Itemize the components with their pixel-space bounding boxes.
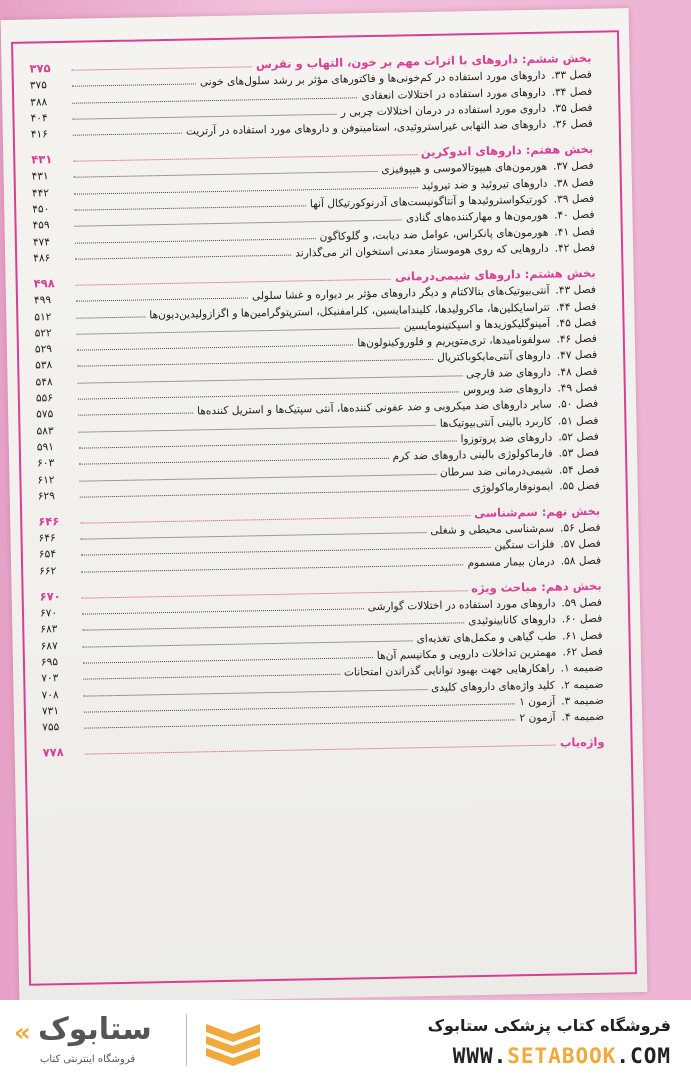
entry-page: ۶۱۲: [37, 473, 55, 487]
section-page: ۶۴۶: [38, 513, 60, 529]
entry-page: ۶۴۶: [38, 532, 56, 545]
toc-section: [29, 47, 592, 141]
entry-number: فصل ۴۱.: [554, 225, 595, 239]
entry-page: ۵۷۵: [36, 408, 54, 421]
entry-number: فصل ۵۶.: [559, 521, 601, 535]
entry-page: ۴۳۱: [31, 170, 49, 184]
entry-page: ۶۲۹: [37, 489, 55, 503]
entry-number: فصل ۵۸.: [560, 554, 602, 568]
entry-number: ضمیمه ۴.: [561, 710, 605, 724]
entry-page: ۳۷۵: [29, 79, 48, 92]
entry-number: فصل ۴۹.: [557, 381, 598, 395]
toc-section: [33, 262, 599, 503]
chevrons-icon: «: [14, 1018, 31, 1048]
entry-number: فصل ۳۳.: [551, 69, 592, 82]
entry-title: داروهایی که روی هوموستاز معدنی استخوان اثر می‌گذارند: [295, 242, 549, 260]
entry-page: ۶۸۳: [40, 623, 58, 636]
entry-title: سایر داروهای ضد میکروبی و ضد عفونی کننده‌ها، آنتی سپتیک‌ها و استریل کننده‌ها: [196, 398, 552, 418]
entry-page: ۵۲۹: [34, 343, 53, 356]
entry-page: ۷۳۱: [41, 704, 60, 718]
entry-number: فصل ۵۹.: [561, 596, 603, 610]
entry-page: ۵۸۳: [36, 424, 54, 438]
entry-page: ۴۴۲: [31, 187, 50, 200]
section-title: بخش نهم: سم‌شناسی: [474, 503, 601, 520]
entry-page: ۴۱۶: [30, 128, 49, 141]
entry-title: داروهای مورد استفاده در کم‌خونی‌ها و فاکتورهای مؤثر بر رشد سلول‌های خونی: [199, 69, 546, 89]
entry-title: درمان بیمار مسموم: [467, 555, 555, 569]
entry-title: آزمون ۲: [519, 711, 556, 725]
entry-number: فصل ۶۲.: [562, 645, 603, 659]
entry-title: آنتی‌بیوتیک‌های بتالاکتام و دیگر داروهای مؤثر بر دیواره و غشا سلولی: [251, 284, 550, 303]
entry-title: راهکارهایی جهت بهبود توانایی گذراندن امتحانات: [343, 662, 555, 679]
entry-page: ۵۵۶: [35, 392, 54, 405]
entry-title: هورمون‌ها و مهارکننده‌های گنادی: [405, 210, 549, 225]
entry-number: فصل ۴۸.: [556, 365, 598, 379]
entry-number: فصل ۳۶.: [552, 117, 593, 131]
leader-dots: [76, 298, 248, 302]
leader-dots: [81, 564, 463, 572]
entry-page: ۵۹۱: [36, 441, 55, 454]
entry-title: داروهای ضد التهابی غیراستروئیدی، استامینوفن و داروهای مورد استفاده در آرتریت: [185, 118, 547, 138]
section-title: بخش هشتم: داروهای شیمی‌درمانی: [394, 265, 596, 284]
entry-title: کورتیکواستروئیدها و آنتاگونیست‌های آدرنوکورتیکال آنها: [309, 193, 548, 211]
entry-page: ۴۹۹: [33, 294, 52, 307]
section-heading[interactable]: [42, 731, 604, 760]
store-url[interactable]: [453, 1044, 671, 1068]
entry-page: ۴۵۹: [32, 219, 50, 232]
entry-page: ۳۸۸: [30, 95, 48, 109]
section-title: واژه‌یاب: [559, 734, 605, 750]
entry-page: ۷۵۵: [42, 721, 60, 734]
entry-title: داروهای کانابینوئیدی: [468, 613, 556, 628]
entry-number: فصل ۴۵.: [555, 316, 597, 330]
entry-page: ۷۰۸: [41, 688, 59, 701]
entry-number: فصل ۵۴.: [558, 463, 600, 477]
table-of-contents: [29, 47, 605, 768]
entry-page: ۵۱۲: [34, 310, 52, 324]
entry-title: ایمونوفارماکولوژی: [472, 480, 554, 494]
section-title: بخش ششم: داروهای با اثرات مهم بر خون، التهاب و نقرس: [255, 50, 592, 72]
logo-tagline: فروشگاه اینترنتی کتاب: [40, 1054, 136, 1065]
leader-dots: [74, 205, 306, 210]
section-title: بخش دهم: مباحث ویژه: [471, 578, 602, 595]
entry-number: فصل ۵۱.: [557, 414, 599, 428]
leader-dots: [72, 84, 196, 87]
entry-number: ضمیمه ۱.: [560, 661, 604, 675]
entry-page: ۶۰۳: [37, 457, 55, 470]
leader-dots: [80, 489, 469, 497]
entry-number: فصل ۳۸.: [553, 176, 594, 190]
entry-title: داروهای مورد استفاده در اختلالات گوارشی: [367, 597, 556, 614]
toc-section: [31, 138, 595, 265]
entry-title: داروهای ضد قارچی: [465, 366, 552, 380]
entry-number: فصل ۵۰.: [557, 398, 599, 411]
logo-wordmark: ستابوک: [38, 1012, 152, 1047]
entry-title: مهمترین تداخلات دارویی و مکانیسم آن‌ها: [376, 646, 557, 662]
section-page: ۷۷۸: [42, 745, 64, 760]
entry-title: داروی مورد استفاده در درمان اختلالات چربی ر: [340, 102, 547, 119]
entry-number: فصل ۴۶.: [556, 332, 597, 346]
leader-dots: [78, 413, 193, 416]
entry-page: ۴۸۶: [33, 252, 51, 265]
book-stack-logo-icon: [200, 1014, 266, 1066]
entry-number: فصل ۴۴.: [555, 300, 597, 314]
url-domain: SETABOOK: [507, 1044, 617, 1068]
entry-number: فصل ۵۳.: [558, 446, 600, 460]
entry-title: داروهای مورد استفاده در اختلالات انعقادی: [361, 86, 546, 102]
entry-number: ضمیمه ۳.: [561, 694, 604, 708]
entry-number: فصل ۵۵.: [559, 479, 600, 493]
leader-dots: [84, 719, 515, 728]
entry-title: کاربرد بالینی آنتی‌بیوتیک‌ها: [439, 415, 553, 430]
leader-dots: [85, 745, 556, 755]
entry-number: فصل ۳۷.: [552, 160, 594, 174]
toc-section: [38, 500, 601, 578]
entry-title: هورمون‌های هیپوتالاموسی و هیپوفیزی: [381, 161, 548, 177]
entry-title: آمینوگلیکوزیدها و اسپکتینومایسین: [403, 317, 551, 333]
entry-number: فصل ۴۷.: [556, 349, 598, 362]
url-prefix: WWW.: [452, 1044, 508, 1068]
entry-number: فصل ۳۴.: [551, 85, 593, 99]
entry-number: فصل ۴۳.: [555, 284, 597, 297]
entry-title: فارماکولوژی بالینی داروهای ضد کرم: [392, 447, 553, 463]
leader-dots: [76, 316, 145, 318]
entry-page: ۶۶۲: [39, 564, 57, 578]
entry-title: تتراسایکلین‌ها، ماکرولیدها، کلیندامایسین، کلرامفنیکل، استرپتوگرامین‌ها و اگزازولیدین‌دیون‌ها: [149, 301, 550, 321]
book-page: [1, 8, 648, 1004]
section-title: بخش هفتم: داروهای اندوکرین: [420, 141, 594, 160]
entry-number: ضمیمه ۲.: [560, 678, 604, 691]
entry-title: داروهای آنتی‌مایکوباکتریال: [437, 350, 551, 365]
entry-title: داروهای ضد پروتوزوا: [460, 431, 553, 446]
entry-title: سم‌شناسی محیطی و شغلی: [430, 522, 555, 538]
entry-page: ۶۵۴: [38, 548, 57, 561]
entry-title: داروهای تیروئید و ضد تیروئید: [421, 177, 548, 192]
leader-dots: [72, 66, 252, 70]
entry-number: فصل ۶۱.: [562, 629, 603, 643]
entry-title: شیمی‌درمانی ضد سرطان: [439, 464, 554, 479]
url-suffix: .COM: [616, 1044, 671, 1068]
store-footer: [0, 1000, 691, 1080]
entry-number: فصل ۴۲.: [554, 241, 596, 255]
entry-page: ۶۷۰: [39, 607, 58, 620]
section-page: ۶۷۰: [39, 588, 61, 604]
entry-page: ۵۲۲: [34, 327, 52, 340]
entry-number: فصل ۳۹.: [553, 192, 595, 206]
section-page: ۴۹۸: [33, 276, 55, 291]
entry-title: هورمون‌های پانکراس، عوامل ضد دیابت، و گلوکاگون: [319, 226, 549, 243]
logo-divider: [186, 1014, 187, 1066]
toc-section: [39, 574, 604, 733]
entry-page: ۶۹۵: [40, 656, 59, 669]
entry-number: فصل ۵۲.: [558, 430, 599, 444]
section-page: ۴۳۱: [31, 152, 53, 167]
entry-title: داروهای ضد ویروس: [463, 382, 552, 397]
entry-number: فصل ۵۷.: [560, 538, 601, 551]
entry-title: آزمون ۱: [519, 695, 556, 709]
entry-page: ۷۰۳: [41, 672, 59, 685]
entry-page: ۵۳۸: [35, 359, 53, 372]
entry-title: سولفونامیدها، تری‌متوپریم و فلوروکینولون‌ها: [357, 333, 551, 350]
entry-number: فصل ۶۰.: [561, 612, 603, 626]
leader-dots: [73, 133, 182, 136]
entry-page: ۴۰۴: [30, 112, 48, 125]
entry-page: ۴۵۰: [32, 203, 50, 216]
toc-section: [42, 731, 604, 760]
entry-number: فصل ۳۵.: [551, 101, 593, 115]
entry-page: ۵۴۸: [35, 375, 53, 389]
entry-title: طب گیاهی و مکمل‌های تغذیه‌ای: [416, 630, 557, 645]
entry-title: کلید واژه‌های داروهای کلیدی: [430, 679, 556, 694]
entry-page: ۶۸۷: [40, 639, 58, 653]
store-name: فروشگاه کتاب پزشکی ستابوک: [427, 1016, 671, 1035]
section-page: ۳۷۵: [29, 61, 51, 76]
entry-title: فلزات سنگین: [494, 539, 555, 553]
leader-dots: [75, 255, 291, 260]
entry-number: فصل ۴۰.: [553, 209, 595, 222]
entry-page: ۴۷۴: [32, 235, 51, 249]
